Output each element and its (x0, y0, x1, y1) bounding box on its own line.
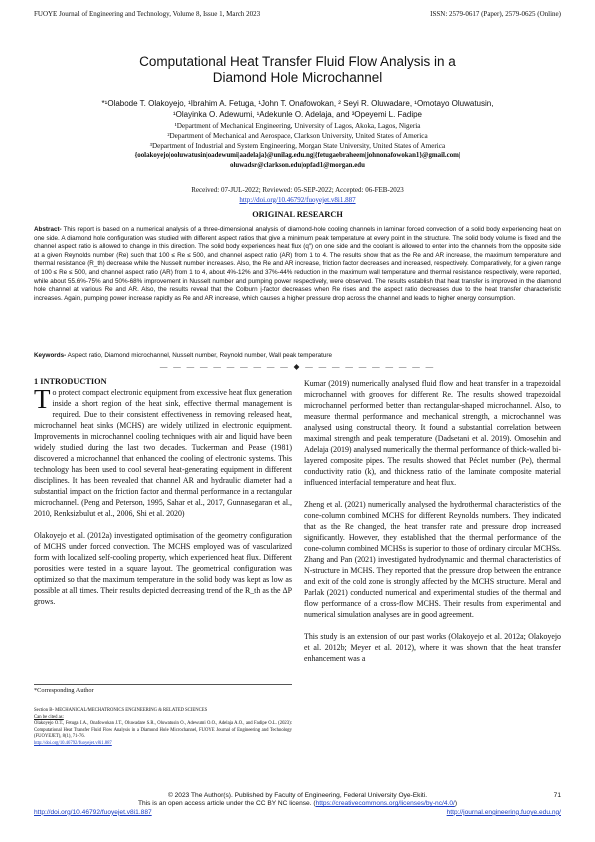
authors-line-2: ¹Olayinka O. Adewumi, ¹Adekunle O. Adelaja, and ³Opeyemi L. Fadipe (172, 110, 422, 119)
intro-paragraph-1 (34, 384, 292, 519)
corresponding-author-note: *Corresponding Author (34, 684, 292, 694)
abstract-label: Abstract- (34, 226, 62, 233)
keywords-text: Aspect ratio, Diamond microchannel, Nusselt number, Reynold number, Wall peak temperature (66, 352, 332, 359)
page-number: 71 (553, 792, 561, 799)
drop-cap: T (34, 384, 51, 414)
title-line-2: Diamond Hole Microchannel (212, 70, 383, 85)
issn: ISSN: 2579-0617 (Paper), 2579-0625 (Online) (430, 10, 561, 18)
journal-url-link[interactable]: http://journal.engineering.fuoye.edu.ng/ (446, 808, 561, 816)
emails-line-1: {oolakoyejo|ooluwatusin|oadewumi|aadelaja}@unilag.edu.ng|{fetugaebraheem|johnonafowokan1}@gmail.com| (134, 152, 461, 160)
affiliation-2: ²Department of Mechanical and Aerospace, Clarkson University, United States of America (167, 131, 428, 140)
intro-paragraph-3: Kumar (2019) numerically analysed fluid flow and heat transfer in a trapezoidal microchannel with grooves for different Re. The results showed trapezoidal microchannel performed better than rectangular-shaped microchannel. Also, to measure thermal performance and mechanical strength, a microchannel was analysed using constructal theory. It found a substantial correlation between maximal strength and peak temperature (Dadsetani et al. 2019). Omosehin and Adelaja (2019) analysed numerically the thermal performance of thick-walled bi-layered composite pipes. The results showed that Péclet number (Pe), thermal conductivity ratio (k), and thickness ratio of the laminate composite material influenced interfacial temperature and heat flux. (304, 379, 561, 487)
column-left (34, 376, 292, 607)
intro-paragraph-5: This study is an extension of our past works (Olakoyejo et al. 2012a; Olakoyejo et al. 2012b; Meyer et al. 2012), where it was shown that the heat transfer enhancement was a (304, 632, 561, 663)
license-line (34, 800, 561, 808)
cite-label: Can be cited as: (34, 714, 64, 720)
citation-doi-link[interactable]: http://doi.org/10.46792/fuoyejet.v8i1.887 (34, 740, 112, 746)
affiliation-3: ³Department of Industrial and System Engineering, Morgan State University, United States of America (149, 141, 446, 150)
license-suffix: ) (454, 800, 458, 808)
abstract-text: This report is based on a numerical analysis of a three-dimensional analysis of diamond-hole cooling channels in laminar forced convection of a solid body experiencing heat on one side. A diamond hole configuration was studied with different aspect ratios that give a minimum peak temperature at every point in the structure. The solid body volume is fixed and the channel aspect ratio is allowed to change in this direction. The solid body experiences heat flux (q″) on one side and the coolant is allowed to enter into the channels from the opposite side at a given Reynolds number (Re) such that 100 ≤ Re ≤ 500, and channel aspect ratio (AR) from 1 to 4. The results show that as the Re and AR increase, the maximum temperature and thermal resistance (R_th) decrease while the Nusselt number increases. Also, the Re and AR increase, friction factor decreases and increased, respectively. Comparatively, for a given range of 100 ≤ Re ≤ 500, and channel aspect ratio (AR) from 1 to 4, about 4%-12% and 37%-44% reduction in the maximum wall temperature and thermal resistance respectively, were reported, while about 55.6%-75% and 50%-68% improvement in Nusselt number and pumping power respectively, were observed. The results establish that heat transfer is improved in the diamond hole channel at various Re and AR. Also, the results reveal that the Colburn j-factor decreases when Re rises and the aspect ratio decreases due to the heat transfer characteristic increases. Again, pumping power increase rapidly as Re and AR increase, which causes a higher pressure drop across the channel and leads to higher energy consumption. (34, 226, 561, 302)
paper-title (40, 54, 555, 86)
received-dates: Received: 07-JUL-2022; Reviewed: 05-SEP-2022; Accepted: 06-FEB-2023 (191, 186, 404, 194)
intro-paragraph-4: Zheng et al. (2021) numerically analysed the hydrothermal characteristics of the cone-column combined MCHS for different Reynolds numbers. They indicated that as the Re changed, the heat transfer rate and pressure drop increased significantly. However, they established that the thermal performance of the cone-column combined MCHSs is superior to those of ordinary circular MCHSs. Zhang and Pan (2021) investigated hydrodynamic and thermal characteristics of N-structure in MCHS. They reported that the pressure drop between the entrance and exit of the cold zone is strongly affected by the MCHS structure. Meral and Parlak (2021) conducted numerical and experimental studies of the thermal and flow performance of a cross-flow MCHS. Their results from experimental and numerical simulation analyses are in good agreement. (304, 500, 561, 619)
footer-doi-link[interactable]: http://doi.org/10.46792/fuoyejet.v8i1.887 (34, 808, 152, 816)
license-prefix: This is an open access article under the CC BY NC license. ( (137, 800, 316, 808)
article-type: ORIGINAL RESEARCH (252, 210, 343, 219)
doi-link[interactable]: http://doi.org/10.46792/fuoyejet.v8i1.887 (239, 195, 356, 204)
section-heading: 1 INTRODUCTION (34, 377, 107, 386)
intro-paragraph-1-text: o protect compact electronic equipment from excessive heat flux generation inside a short region of the heat sink, effective thermal management is required. Due to their consistent effectiveness in removing released heat, microchannel heat sinks (MCHS) are widely utilized in electronic equipment. Improvements in microchannel cooling techniques with air and liquid have been widely studied during the last two decades. Tuckerman and Pease (1981) discovered a microchannel that enhanced the cooling of electronic systems. This technology has been used to cool several heat-generating equipment in different disciplines. It has been revealed that channel AR and hydraulic diameter had a substantial impact on the friction factor and thermal performance in a rectangular microchannel. (Peng and Peterson, 1995, Sahar et al., 2017, Gunnasegaran et al., 2010, Renksizbulut et al., 2006, Shi et al. 2020) (34, 388, 292, 518)
page-footer (34, 792, 561, 816)
authors-line-1: *¹Olabode T. Olakoyejo, ¹Ibrahim A. Fetuga, ¹John T. Onafowokan, ² Seyi R. Oluwadare, ¹Omotayo Oluwatusin, (101, 99, 494, 108)
citation-box (34, 708, 292, 748)
column-right (304, 378, 561, 664)
emails-line-2: oluwadsr@clarkson.edu|opfad1@morgan.edu (230, 162, 365, 170)
copyright-line: © 2023 The Author(s). Published by Faculty of Engineering, Federal University Oye-Ekiti. (167, 792, 428, 799)
intro-paragraph-2: Olakoyejo et al. (2012a) investigated optimisation of the geometry configuration of MCHS under forced convection. The MCHS employed was of vascularized form with localized self-cooling property, which experienced heat flux. Different porosities were tested in a square layout. The geometrical configuration was optimized so that the maximum temperature in the solid body was kept as low as possible at all times. Their results depicted decreasing trend of the R_th as the ΔP grows. (34, 531, 292, 606)
author-list (40, 98, 555, 120)
keywords-label: Keywords- (34, 352, 67, 359)
abstract (34, 226, 561, 303)
section-divider: — — — — — — — — — — ◆ — — — — — — — — — — (159, 362, 436, 371)
affiliations (40, 122, 555, 171)
dates-block (40, 186, 555, 205)
journal-name: FUOYE Journal of Engineering and Technology, Volume 8, Issue 1, March 2023 (34, 10, 261, 18)
license-link[interactable]: https://creativecommons.org/licenses/by-nc/4.0/ (315, 800, 455, 808)
keywords (34, 352, 561, 359)
affiliation-1: ¹Department of Mechanical Engineering, University of Lagos, Akoka, Lagos, Nigeria (174, 122, 421, 130)
title-line-1: Computational Heat Transfer Fluid Flow Analysis in a (139, 54, 456, 69)
citation-text: Olakoyejo O.T., Fetuga I.A., Onafowokan J.T., Oluwadare S.R., Oluwatusin O., Adewumi O.O., Adelaja A.O., and Fadipe O.L. (2023): Computational Heat Transfer Fluid Flow Analysis in a Diamond Hole Microchannel, FUOYE Journal of Engineering and Technology (FUOYEJET), 8(1), 71-76. (34, 721, 292, 740)
section-label: Section B- MECHANICAL/MECHATRONICS ENGINEERING & RELATED SCIENCES (34, 708, 208, 713)
